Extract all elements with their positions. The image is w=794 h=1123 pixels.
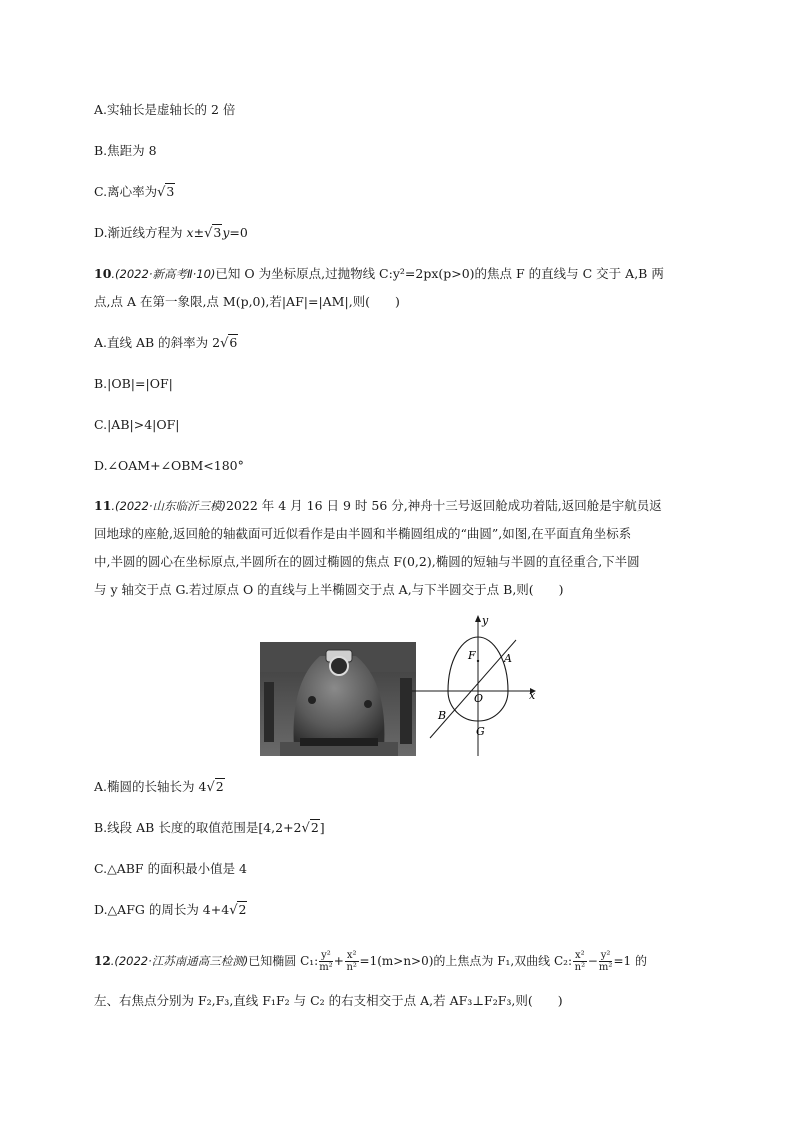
photo-left-structure [264,682,274,742]
capsule-window [330,657,348,675]
q11-option-c [94,860,247,878]
fraction-numerator: y² [321,950,331,961]
q12-text-3: =1 的 [613,954,647,968]
q10-source: .(2022·新高考Ⅱ·10) [111,267,216,281]
q11-text-2: 回地球的座舱,返回舱的轴截面可近似看作是由半圆和半椭圆组成的“曲圆”,如图,在平面直角坐标系 [94,526,632,541]
fraction-y2-m2 [319,950,333,973]
q10-option-c-text: C.|AB|>4|OF| [94,417,180,432]
var-y: y [222,225,230,240]
fraction-denominator: m² [319,962,333,973]
fraction-numerator: x² [575,950,585,961]
point-f [477,660,479,662]
q11-option-d [94,901,247,920]
q11-text-4: 与 y 轴交于点 G.若过原点 O 的直线与上半椭圆交于点 A,与下半圆交于点 B,则( ) [94,582,564,597]
q12-number: 12 [94,954,111,968]
q9-option-d-text: D.渐近线方程为 [94,225,187,240]
minus-sign: − [587,954,598,968]
radicand: 2 [238,902,247,917]
q10-option-c [94,416,180,434]
q11-stem-line4 [94,581,564,599]
capsule-photo [260,642,416,756]
fraction-denominator: n² [346,962,357,973]
q9-option-a [94,101,235,119]
label-f: F [468,649,476,662]
q12-stem-line1 [94,946,647,976]
q10-text-1: 已知 O 为坐标原点,过抛物线 C:y²=2px(p>0)的焦点 F 的直线与 C 交于 A,B 两 [215,266,664,281]
label-x: x [529,689,536,702]
q11-option-b-text: B.线段 AB 长度的取值范围是[4,2+2 [94,820,302,835]
equation-suffix: =0 [229,225,248,240]
q10-option-a [94,334,238,353]
capsule-port-left [308,696,316,704]
photo-right-structure [400,678,412,744]
q11-option-b [94,819,325,838]
fraction-denominator: m² [598,962,613,973]
q10-option-a-text: A.直线 AB 的斜率为 2 [94,335,221,350]
q9-option-c-text: C.离心率为 [94,184,158,199]
q12-stem-line2 [94,992,563,1010]
radicand: 2 [310,820,319,835]
q11-source: .(2022·山东临沂三模) [111,499,226,513]
sqrt-expression: √2 [206,779,224,795]
sqrt-expression: √3 [204,225,222,241]
fraction-denominator: n² [574,962,586,973]
q11-stem-line2 [94,525,631,543]
q11-number: 11 [94,498,112,513]
sqrt-expression: √2 [301,820,319,836]
label-o: O [474,692,484,705]
q10-stem-line2 [94,293,400,311]
q11-option-c-text: C.△ABF 的面积最小值是 4 [94,861,247,876]
fraction-numerator: x² [346,950,357,961]
q11-option-a-text: A.椭圆的长轴长为 4 [94,779,207,794]
q9-option-d [94,224,248,243]
q9-option-c [94,183,175,202]
q12-text-2: =1(m>n>0)的上焦点为 F₁,双曲线 C₂: [359,954,573,968]
radicand: 2 [215,779,224,794]
q10-option-b-text: B.|OB|=|OF| [94,376,173,391]
sqrt-expression: √3 [157,184,175,200]
q10-option-b [94,375,173,393]
radicand: 3 [213,225,222,240]
label-y: y [482,614,489,627]
fraction-y2-m2-b [599,950,613,973]
q12-text-1: 已知椭圆 C₁: [248,954,319,968]
plus-sign: + [333,954,344,968]
fraction-x2-n2-b [573,950,587,973]
sqrt-expression: √6 [220,335,238,351]
q10-number: 10 [94,266,112,281]
q10-option-d [94,457,244,475]
plus-minus: ± [193,225,205,240]
fraction-numerator: y² [600,950,611,961]
q12-text-4: 左、右焦点分别为 F₂,F₃,直线 F₁F₂ 与 C₂ 的右支相交于点 A,若 AF₃⊥F₂F₃,则( ) [94,993,563,1008]
capsule-base [300,738,378,746]
q9-option-a-text: A.实轴长是虚轴长的 2 倍 [94,102,236,117]
label-b: B [438,709,447,722]
sqrt-expression: √2 [229,902,247,918]
q10-stem-line1 [94,265,664,283]
label-g: G [476,725,485,738]
q10-text-2: 点,点 A 在第一象限,点 M(p,0),若|AF|=|AM|,则( ) [94,294,400,309]
bracket-close: ] [319,820,325,835]
capsule-port-right [364,700,372,708]
q11-text-3: 中,半圆的圆心在坐标原点,半圆所在的圆过椭圆的焦点 F(0,2),椭圆的短轴与半圆的直径重合,下半圆 [94,554,640,569]
label-a: A [504,652,512,665]
q10-option-d-text: D.∠OAM+∠OBM<180° [94,458,244,473]
radicand: 3 [166,184,175,199]
radicand: 6 [229,335,238,350]
var-x: x [186,225,194,240]
q9-option-b-text: B.焦距为 8 [94,143,157,158]
q11-stem-line1 [94,497,662,515]
q9-option-b [94,142,157,160]
q11-text-1: 2022 年 4 月 16 日 9 时 56 分,神舟十三号返回舱成功着陆,返回舱是宇航员返 [225,498,662,513]
q11-option-d-text: D.△AFG 的周长为 4+4 [94,902,230,917]
y-axis-arrow [475,615,481,622]
coordinate-figure [412,612,542,762]
q11-option-a [94,778,225,797]
q11-stem-line3 [94,553,640,571]
q12-source: .(2022·江苏南通高三检测) [110,954,249,968]
fraction-x2-n2 [345,950,359,973]
